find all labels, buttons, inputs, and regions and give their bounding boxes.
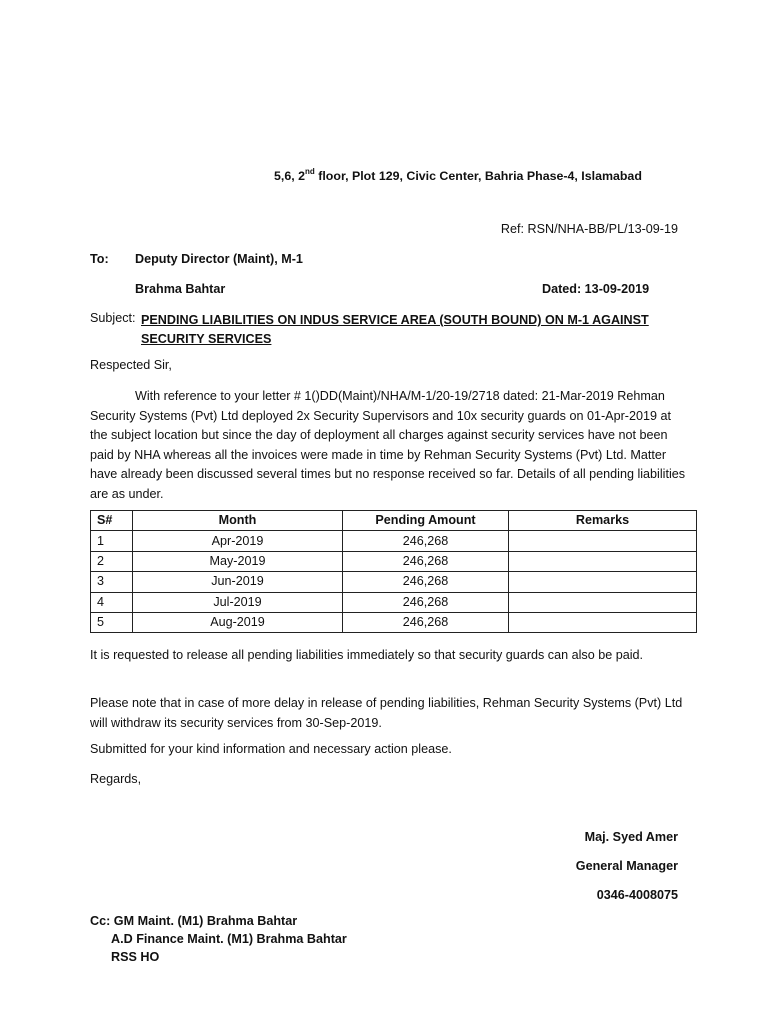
subject-text: PENDING LIABILITIES ON INDUS SERVICE AREA (SOUTH BOUND) ON M-1 AGAINST SECURITY SERVICES: [141, 313, 649, 346]
cell-amount: 246,268: [343, 551, 509, 571]
cell-serial: 4: [91, 592, 133, 612]
request-paragraph: It is requested to release all pending liabilities immediately so that security guards can also be paid.: [90, 648, 644, 662]
cell-remarks: [509, 592, 697, 612]
liabilities-table: [90, 510, 697, 633]
cell-serial: 1: [91, 531, 133, 551]
cell-amount: 246,268: [343, 592, 509, 612]
salutation: Respected Sir,: [90, 358, 172, 372]
table-row: [91, 592, 697, 612]
cell-serial: 2: [91, 551, 133, 571]
cell-month: May-2019: [133, 551, 343, 571]
cell-remarks: [509, 572, 697, 592]
col-header-month: Month: [133, 511, 343, 531]
table-header-row: [91, 511, 697, 531]
col-header-serial: S#: [91, 511, 133, 531]
table-row: [91, 612, 697, 632]
cell-remarks: [509, 612, 697, 632]
cell-amount: 246,268: [343, 531, 509, 551]
table-row: [91, 572, 697, 592]
cell-amount: 246,268: [343, 612, 509, 632]
recipient-name: Deputy Director (Maint), M-1: [135, 252, 303, 266]
col-header-remarks: Remarks: [509, 511, 697, 531]
cell-month: Jun-2019: [133, 572, 343, 592]
sender-address: 5,6, 2nd floor, Plot 129, Civic Center, Bahria Phase-4, Islamabad: [274, 167, 642, 184]
closing-paragraph: Submitted for your kind information and necessary action please.: [90, 742, 452, 756]
cell-remarks: [509, 531, 697, 551]
cc-line-1: Cc: GM Maint. (M1) Brahma Bahtar: [90, 914, 298, 928]
recipient-location: Brahma Bahtar: [135, 282, 226, 296]
body-paragraph: With reference to your letter # 1()DD(Maint)/NHA/M-1/20-19/2718 dated: 21-Mar-2019 Rehman Security Systems (Pvt) Ltd deployed 2x Security Supervisors and 10x security guards on 01-Apr-2019 at the subject location but since the day of deployment all charges against security services have not been paid by NHA whereas all the invoices were made in time by Rehman Security Systems (Pvt) Ltd. Matter have already been discussed several times but no response received so far. Details of all pending liabilities are as under.: [90, 389, 686, 501]
col-header-amount: Pending Amount: [343, 511, 509, 531]
signatory-phone: 0346-4008075: [596, 888, 678, 902]
table-row: [91, 531, 697, 551]
cell-amount: 246,268: [343, 572, 509, 592]
signatory-title: General Manager: [575, 859, 678, 873]
regards: Regards,: [90, 772, 142, 786]
cell-month: Jul-2019: [133, 592, 343, 612]
cc-line-3: RSS HO: [111, 950, 160, 964]
reference-number: Ref: RSN/NHA-BB/PL/13-09-19: [500, 222, 678, 236]
cell-month: Apr-2019: [133, 531, 343, 551]
notice-paragraph: Please note that in case of more delay in release of pending liabilities, Rehman Security Systems (Pvt) Ltd will withdraw its security services from 30-Sep-2019.: [90, 696, 683, 730]
cell-month: Aug-2019: [133, 612, 343, 632]
cell-remarks: [509, 551, 697, 571]
cell-serial: 5: [91, 612, 133, 632]
table-row: [91, 551, 697, 571]
letter-date: Dated: 13-09-2019: [542, 282, 650, 296]
cc-line-2: A.D Finance Maint. (M1) Brahma Bahtar: [111, 932, 347, 946]
cell-serial: 3: [91, 572, 133, 592]
signatory-name: Maj. Syed Amer: [584, 830, 678, 844]
to-label: To:: [90, 252, 109, 266]
subject-label: Subject:: [90, 311, 136, 325]
